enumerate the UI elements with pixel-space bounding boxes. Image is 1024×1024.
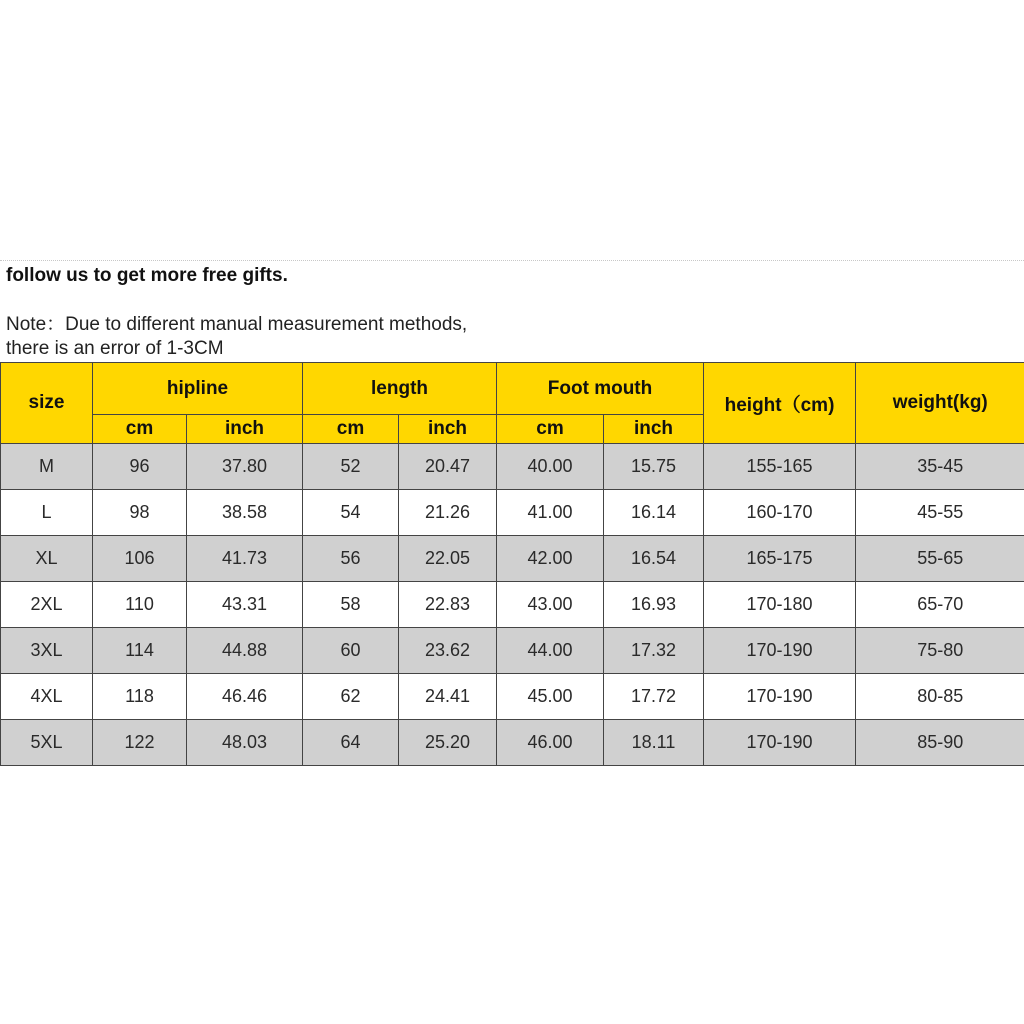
- header-weight: weight(kg): [856, 363, 1024, 444]
- table-row: [1, 444, 1024, 490]
- cell-weight: 45-55: [856, 490, 1024, 536]
- cell-length-inch: 22.83: [399, 582, 497, 628]
- table-row: [1, 490, 1024, 536]
- cell-foot-inch: 17.32: [604, 628, 704, 674]
- table-row: [1, 536, 1024, 582]
- header-row: [1, 363, 1024, 415]
- cell-hip-inch: 48.03: [187, 720, 303, 766]
- top-divider: [0, 260, 1024, 261]
- cell-size: 2XL: [1, 582, 93, 628]
- cell-hip-cm: 114: [93, 628, 187, 674]
- table-row: [1, 628, 1024, 674]
- cell-foot-cm: 44.00: [497, 628, 604, 674]
- cell-weight: 65-70: [856, 582, 1024, 628]
- note-line-2: there is an error of 1-3CM: [6, 338, 224, 359]
- cell-foot-inch: 16.54: [604, 536, 704, 582]
- cell-hip-cm: 118: [93, 674, 187, 720]
- cell-foot-cm: 41.00: [497, 490, 604, 536]
- cell-foot-inch: 18.11: [604, 720, 704, 766]
- cell-size: 5XL: [1, 720, 93, 766]
- cell-foot-inch: 16.93: [604, 582, 704, 628]
- cell-hip-cm: 110: [93, 582, 187, 628]
- cell-foot-inch: 15.75: [604, 444, 704, 490]
- cell-length-inch: 20.47: [399, 444, 497, 490]
- cell-length-cm: 54: [303, 490, 399, 536]
- cell-size: XL: [1, 536, 93, 582]
- cell-length-inch: 23.62: [399, 628, 497, 674]
- header-height: height（cm): [704, 363, 856, 444]
- cell-foot-cm: 45.00: [497, 674, 604, 720]
- header-length: length: [303, 363, 497, 415]
- cell-size: L: [1, 490, 93, 536]
- cell-height: 170-190: [704, 628, 856, 674]
- cell-length-cm: 58: [303, 582, 399, 628]
- cell-length-inch: 21.26: [399, 490, 497, 536]
- size-table: [0, 362, 1024, 766]
- cell-weight: 55-65: [856, 536, 1024, 582]
- cell-foot-inch: 17.72: [604, 674, 704, 720]
- cell-hip-cm: 122: [93, 720, 187, 766]
- cell-foot-cm: 43.00: [497, 582, 604, 628]
- cell-length-inch: 24.41: [399, 674, 497, 720]
- cell-hip-inch: 46.46: [187, 674, 303, 720]
- note-line-1: Note：Due to different manual measurement methods,: [6, 314, 468, 335]
- cell-hip-inch: 41.73: [187, 536, 303, 582]
- cell-length-cm: 56: [303, 536, 399, 582]
- cell-length-cm: 64: [303, 720, 399, 766]
- cell-weight: 35-45: [856, 444, 1024, 490]
- cell-weight: 75-80: [856, 628, 1024, 674]
- cell-height: 165-175: [704, 536, 856, 582]
- cell-size: M: [1, 444, 93, 490]
- cell-hip-inch: 38.58: [187, 490, 303, 536]
- unit-foot-cm: cm: [497, 415, 604, 444]
- cell-size: 3XL: [1, 628, 93, 674]
- cell-hip-inch: 44.88: [187, 628, 303, 674]
- cell-hip-inch: 37.80: [187, 444, 303, 490]
- cell-height: 170-190: [704, 674, 856, 720]
- unit-length-inch: inch: [399, 415, 497, 444]
- cell-foot-inch: 16.14: [604, 490, 704, 536]
- cell-height: 155-165: [704, 444, 856, 490]
- promo-text: follow us to get more free gifts.: [6, 265, 288, 286]
- unit-length-cm: cm: [303, 415, 399, 444]
- table-row: [1, 674, 1024, 720]
- measurement-note: [6, 313, 467, 361]
- cell-height: 170-190: [704, 720, 856, 766]
- cell-hip-cm: 98: [93, 490, 187, 536]
- cell-weight: 85-90: [856, 720, 1024, 766]
- cell-size: 4XL: [1, 674, 93, 720]
- cell-height: 170-180: [704, 582, 856, 628]
- cell-height: 160-170: [704, 490, 856, 536]
- cell-hip-cm: 96: [93, 444, 187, 490]
- cell-length-cm: 62: [303, 674, 399, 720]
- cell-foot-cm: 42.00: [497, 536, 604, 582]
- cell-foot-cm: 46.00: [497, 720, 604, 766]
- cell-length-cm: 60: [303, 628, 399, 674]
- header-hipline: hipline: [93, 363, 303, 415]
- cell-length-inch: 25.20: [399, 720, 497, 766]
- unit-foot-inch: inch: [604, 415, 704, 444]
- cell-length-inch: 22.05: [399, 536, 497, 582]
- table-row: [1, 720, 1024, 766]
- table-row: [1, 582, 1024, 628]
- cell-hip-cm: 106: [93, 536, 187, 582]
- unit-hip-inch: inch: [187, 415, 303, 444]
- header-foot-mouth: Foot mouth: [497, 363, 704, 415]
- cell-foot-cm: 40.00: [497, 444, 604, 490]
- unit-hip-cm: cm: [93, 415, 187, 444]
- cell-length-cm: 52: [303, 444, 399, 490]
- header-size: size: [1, 363, 93, 444]
- cell-weight: 80-85: [856, 674, 1024, 720]
- cell-hip-inch: 43.31: [187, 582, 303, 628]
